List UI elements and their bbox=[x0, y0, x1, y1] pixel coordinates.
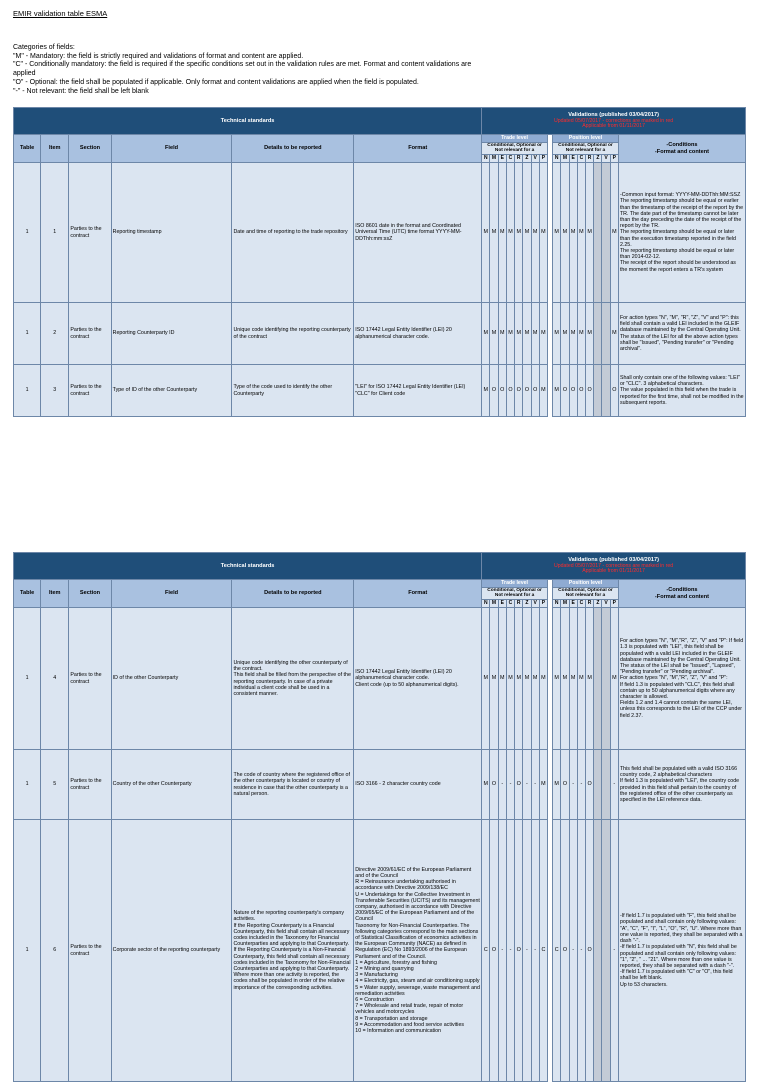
field-column-header: Field bbox=[111, 135, 232, 163]
trade-value-cell: M bbox=[515, 608, 523, 750]
section-cell: Parties to the contract bbox=[69, 608, 111, 750]
position-value-cell: M bbox=[610, 303, 618, 365]
position-value-cell bbox=[594, 303, 602, 365]
trade-action-letter: P bbox=[539, 155, 547, 163]
position-value-cell bbox=[602, 303, 610, 365]
validations-applicable-note: Applicable from 01/11/2017 bbox=[582, 568, 645, 575]
position-action-letter: M bbox=[561, 600, 569, 608]
technical-standards-header: Technical standards bbox=[14, 108, 482, 135]
details-cell: The code of country where the registered office of the other counterparty is located or country of residence in case that the other counterparty is a natural person. bbox=[232, 750, 354, 820]
section-column-header: Section bbox=[69, 135, 111, 163]
position-action-letter: E bbox=[569, 600, 577, 608]
format-cell: Directive 2009/61/EC of the European Parliament and of the Council R = Reinsurance undertaking authorised in accordance with Directive 2009/138/EC U = Undertakings for the Collective Investment in Transferable Securities (UCITS) and its management company, authorised in accordance with Directive 2009/65/EC of the European Parliament and of the Council Taxonomy for Non-Financial Counterparties. The following categories correspond to the main sections of Statistical Classification of economics activities in the European Community (NACE) as defined in Regulation (EC) No 1893/2006 of the European Parliament and of the Council. 1 = Agriculture, forestry and fishing 2 = Mining and quarrying 3 = Manufacturing 4 = Electricity, gas, steam and air conditioning supply 5 = Water supply, sewerage, waste management and remediation activities 6 = Construction 7 = Wholesale and retail trade, repair of motor vehicles and motorcycles 8 = Transportation and storage 9 = Accommodation and food service activities 10 = Information and communication bbox=[354, 820, 482, 1082]
position-action-letter: Z bbox=[594, 155, 602, 163]
table-row bbox=[14, 608, 746, 750]
table-column-header: Table bbox=[14, 135, 41, 163]
table-number-cell: 1 bbox=[14, 163, 41, 303]
conditions-cell: -If field 1.7 is populated with "F", this field shall be populated and shall contain only following values: "A", "C", "F", "I", "L", "O", "R", "U". Where more than one value is reported, they shall be separated with a dash "-". -If field 1.7 is populated with "N", this field shall be populated and shall contain only following values: "1", "2", " ... "21". Where more than one value is reported, they shall be separated with a dash "-". -If field 1.7 is populated with "C" or "O", this field shall be left blank. Up to 53 characters. bbox=[618, 820, 745, 1082]
validations-correction-note: Updated 05/07/2017 - corrections are marked in red bbox=[554, 562, 674, 569]
trade-value-cell: M bbox=[531, 163, 539, 303]
field-cell: Type of ID of the other Counterparty bbox=[111, 365, 232, 417]
details-cell: Nature of the reporting counterparty's company activities. If the Reporting Counterparty is a Financial Counterparty, this field shall contain all necessary codes included in the Taxonomy for Financial Counterparties and applying to that Counterparty. If the Reporting Counterparty is a Non-Financial Counterparty, this field shall contain all necessary codes included in the Taxonomy for Non-Financial Counterparties and applying to that Counterparty. Where more than one activity is reported, the codes shall be populated in order of the relative importance of the corresponding activities. bbox=[232, 820, 354, 1082]
position-action-letter: M bbox=[561, 155, 569, 163]
position-value-cell: M bbox=[610, 608, 618, 750]
section-column-header: Section bbox=[69, 580, 111, 608]
conditions-cell: -Common input format: YYYY-MM-DDThh:MM:SSZ The reporting timestamp should be equal or earlier than the timestamp of the receipt of the report by the TR. The date part of the timestamp cannot be later than the day preceding the date of the receipt of the report by the TR. The reporting timestamp should be equal or later than the execution timestamp reported in the field 2.25. The reporting timestamp should be equal or later than 2014-02-12. The receipt of the report should be understood as the moment the report enters a TR's system bbox=[618, 163, 745, 303]
position-value-cell bbox=[602, 820, 610, 1082]
trade-value-cell: M bbox=[515, 303, 523, 365]
trade-action-letter: Z bbox=[523, 600, 531, 608]
trade-value-cell: O bbox=[515, 750, 523, 820]
format-cell: "LEI" for ISO 17442 Legal Entity Identifier (LEI) "CLC" for Client code bbox=[354, 365, 482, 417]
position-value-cell: M bbox=[577, 303, 585, 365]
conditions-label: -Conditions bbox=[666, 587, 698, 594]
validations-title: Validations (published 03/04/2017) bbox=[568, 112, 659, 119]
trade-value-cell: - bbox=[523, 820, 531, 1082]
trade-value-cell: M bbox=[506, 608, 514, 750]
trade-value-cell: M bbox=[490, 608, 498, 750]
section-cell: Parties to the contract bbox=[69, 820, 111, 1082]
trade-action-letter: M bbox=[490, 155, 498, 163]
field-cell: Reporting timestamp bbox=[111, 163, 232, 303]
trade-value-cell: M bbox=[531, 303, 539, 365]
format-column-header: Format bbox=[354, 135, 482, 163]
position-value-cell: O bbox=[569, 365, 577, 417]
trade-value-cell: C bbox=[482, 820, 490, 1082]
trade-action-letter: R bbox=[515, 155, 523, 163]
item-number-cell: 2 bbox=[41, 303, 69, 365]
table-row bbox=[14, 820, 746, 1082]
position-value-cell: M bbox=[586, 303, 594, 365]
position-value-cell: M bbox=[553, 608, 561, 750]
item-number-cell: 3 bbox=[41, 365, 69, 417]
conditions-column-header bbox=[618, 580, 745, 608]
position-value-cell: O bbox=[586, 820, 594, 1082]
position-value-cell: M bbox=[569, 608, 577, 750]
item-number-cell: 1 bbox=[41, 163, 69, 303]
field-cell: Reporting Counterparty ID bbox=[111, 303, 232, 365]
position-value-cell: M bbox=[553, 303, 561, 365]
validations-header bbox=[482, 108, 746, 135]
table-row bbox=[14, 163, 746, 303]
trade-action-letter: C bbox=[506, 600, 514, 608]
table-row bbox=[14, 365, 746, 417]
trade-value-cell: M bbox=[482, 303, 490, 365]
details-cell: Unique code identifying the reporting counterparty of the contract bbox=[232, 303, 354, 365]
position-action-letter: P bbox=[610, 600, 618, 608]
trade-value-cell: M bbox=[531, 608, 539, 750]
trade-action-letter: C bbox=[506, 155, 514, 163]
position-value-cell: O bbox=[586, 750, 594, 820]
trade-action-letter: V bbox=[531, 600, 539, 608]
trade-level-header: Trade level bbox=[482, 135, 548, 143]
position-value-cell: M bbox=[569, 163, 577, 303]
details-column-header: Details to be reported bbox=[232, 135, 354, 163]
trade-value-cell: M bbox=[498, 303, 506, 365]
position-value-cell: M bbox=[610, 163, 618, 303]
legend-line: Categories of fields: bbox=[13, 44, 75, 51]
position-action-letter: C bbox=[577, 600, 585, 608]
position-value-cell: - bbox=[610, 820, 618, 1082]
position-value-cell: M bbox=[586, 163, 594, 303]
position-value-cell: O bbox=[586, 365, 594, 417]
format-cell: ISO 3166 - 2 character country code bbox=[354, 750, 482, 820]
trade-value-cell: M bbox=[490, 303, 498, 365]
validations-header bbox=[482, 553, 746, 580]
field-categories-legend bbox=[13, 44, 483, 96]
validation-table-2 bbox=[13, 552, 746, 1082]
trade-value-cell: O bbox=[531, 365, 539, 417]
trade-value-cell: - bbox=[506, 820, 514, 1082]
trade-value-cell: O bbox=[490, 365, 498, 417]
table-column-header: Table bbox=[14, 580, 41, 608]
trade-action-letter: N bbox=[482, 155, 490, 163]
table-number-cell: 1 bbox=[14, 750, 41, 820]
table-row bbox=[14, 303, 746, 365]
trade-value-cell: O bbox=[506, 365, 514, 417]
position-value-cell: M bbox=[569, 303, 577, 365]
trade-value-cell: - bbox=[498, 750, 506, 820]
trade-value-cell: M bbox=[515, 163, 523, 303]
trade-value-cell: M bbox=[539, 608, 547, 750]
position-action-letter: E bbox=[569, 155, 577, 163]
trade-value-cell: O bbox=[498, 365, 506, 417]
position-action-letter: V bbox=[602, 600, 610, 608]
trade-value-cell: M bbox=[539, 365, 547, 417]
item-column-header: Item bbox=[41, 580, 69, 608]
trade-value-cell: M bbox=[498, 608, 506, 750]
table-number-cell: 1 bbox=[14, 820, 41, 1082]
legend-line: "M" - Mandatory: the field is strictly required and validations of format and content are applied. bbox=[13, 52, 304, 60]
position-value-cell: - bbox=[569, 820, 577, 1082]
position-value-cell bbox=[594, 608, 602, 750]
format-cell: ISO 17442 Legal Entity Identifier (LEI) 20 alphanumerical character code. bbox=[354, 303, 482, 365]
position-cond-note: Conditional, Optional or Not relevant for a bbox=[553, 588, 619, 600]
position-value-cell bbox=[594, 750, 602, 820]
trade-value-cell: M bbox=[539, 750, 547, 820]
section-cell: Parties to the contract bbox=[69, 303, 111, 365]
position-value-cell: M bbox=[553, 750, 561, 820]
position-value-cell bbox=[594, 365, 602, 417]
trade-value-cell: O bbox=[515, 365, 523, 417]
trade-action-letter: M bbox=[490, 600, 498, 608]
field-cell: ID of the other Counterparty bbox=[111, 608, 232, 750]
item-number-cell: 6 bbox=[41, 820, 69, 1082]
format-cell: ISO 8601 date in the format and Coordinated Universal Time (UTC) time format YYYY-MM-DDThh:mm:ssZ bbox=[354, 163, 482, 303]
trade-value-cell: O bbox=[523, 365, 531, 417]
legend-line: "-" - Not relevant: the field shall be left blank bbox=[13, 87, 149, 95]
details-cell: Unique code identifying the other counterparty of the contract. This field shall be filled from the perspective of the reporting counterparty. In case of a private individual a client code shall be used in a consistent manner. bbox=[232, 608, 354, 750]
position-value-cell: M bbox=[586, 608, 594, 750]
position-value-cell: O bbox=[577, 365, 585, 417]
trade-value-cell: M bbox=[523, 608, 531, 750]
position-action-letter: V bbox=[602, 155, 610, 163]
validations-correction-note: Updated 05/07/2017 - corrections are marked in red bbox=[554, 117, 674, 124]
trade-value-cell: - bbox=[498, 820, 506, 1082]
details-column-header: Details to be reported bbox=[232, 580, 354, 608]
validations-title: Validations (published 03/04/2017) bbox=[568, 557, 659, 564]
section-cell: Parties to the contract bbox=[69, 163, 111, 303]
trade-value-cell: O bbox=[515, 820, 523, 1082]
details-cell: Date and time of reporting to the trade repository bbox=[232, 163, 354, 303]
position-value-cell: - bbox=[610, 750, 618, 820]
field-cell: Corporate sector of the reporting counterparty bbox=[111, 820, 232, 1082]
trade-value-cell: M bbox=[523, 163, 531, 303]
conditions-cell: For action types "N", "M","R", "Z", "V" and "P": If field 1.3 is populated with "LEI", this field shall be populated with a valid LEI included in the GLEIF database maintained by the Central Operating Unit. The status of the LEI shall be "Issued", "Lapsed", "Pending transfer" or "Pending archival". For action types "N", "M","R", "Z", "V" and "P": If field 1.3 is populated with "CLC", this field shall contain up to 50 alphanumerical digits where any character is allowed. Fields 1.2 and 1.4 cannot contain the same LEI, unless this corresponds to the LEI of the CCP under field 2.37. bbox=[618, 608, 745, 750]
section-cell: Parties to the contract bbox=[69, 365, 111, 417]
trade-value-cell: - bbox=[523, 750, 531, 820]
position-value-cell: O bbox=[610, 365, 618, 417]
position-action-letter: P bbox=[610, 155, 618, 163]
trade-value-cell: C bbox=[539, 820, 547, 1082]
trade-value-cell: M bbox=[482, 750, 490, 820]
format-column-header: Format bbox=[354, 580, 482, 608]
table-number-cell: 1 bbox=[14, 608, 41, 750]
details-cell: Type of the code used to identify the other Counterparty bbox=[232, 365, 354, 417]
trade-action-letter: R bbox=[515, 600, 523, 608]
position-value-cell bbox=[602, 750, 610, 820]
conditions-column-header bbox=[618, 135, 745, 163]
trade-action-letter: V bbox=[531, 155, 539, 163]
trade-action-letter: N bbox=[482, 600, 490, 608]
position-value-cell: M bbox=[553, 365, 561, 417]
section-cell: Parties to the contract bbox=[69, 750, 111, 820]
position-value-cell: M bbox=[577, 163, 585, 303]
position-value-cell: C bbox=[553, 820, 561, 1082]
position-action-letter: N bbox=[553, 155, 561, 163]
conditions-cell: Shall only contain one of the following values: "LEI" or "CLC". 3 alphabetical characters. The value populated in this field when the trade is reported for the first time, shall not be modified in the subsequent reports. bbox=[618, 365, 745, 417]
trade-value-cell: - bbox=[531, 820, 539, 1082]
position-level-header: Position level bbox=[553, 135, 619, 143]
trade-value-cell: M bbox=[506, 163, 514, 303]
item-column-header: Item bbox=[41, 135, 69, 163]
position-action-letter: R bbox=[586, 600, 594, 608]
conditions-cell: This field shall be populated with a valid ISO 3166 country code, 2 alphabetical characters If field 1.3 is populated with "LEI", the country code provided in this field shall pertain to the country of the registered office of the other counterparty as specified in the LEI reference data. bbox=[618, 750, 745, 820]
trade-value-cell: M bbox=[498, 163, 506, 303]
position-value-cell: - bbox=[577, 820, 585, 1082]
position-value-cell bbox=[602, 608, 610, 750]
position-value-cell: O bbox=[561, 750, 569, 820]
format-cell: ISO 17442 Legal Entity Identifier (LEI) 20 alphanumerical character code. Client code (up to 50 alphanumerical digits). bbox=[354, 608, 482, 750]
trade-value-cell: O bbox=[490, 820, 498, 1082]
trade-value-cell: - bbox=[531, 750, 539, 820]
trade-action-letter: P bbox=[539, 600, 547, 608]
format-content-label: -Format and content bbox=[654, 593, 709, 600]
trade-cond-note: Conditional, Optional or Not relevant for a bbox=[482, 143, 548, 155]
validation-table-1 bbox=[13, 107, 746, 417]
trade-value-cell: O bbox=[490, 750, 498, 820]
position-value-cell bbox=[594, 163, 602, 303]
table-number-cell: 1 bbox=[14, 303, 41, 365]
position-value-cell: M bbox=[561, 163, 569, 303]
trade-level-header: Trade level bbox=[482, 580, 548, 588]
trade-value-cell: M bbox=[482, 365, 490, 417]
item-number-cell: 5 bbox=[41, 750, 69, 820]
conditions-label: -Conditions bbox=[666, 142, 698, 149]
position-value-cell: O bbox=[561, 365, 569, 417]
trade-action-letter: E bbox=[498, 155, 506, 163]
validations-applicable-note: Applicable from 01/11/2017 bbox=[582, 123, 645, 130]
table-number-cell: 1 bbox=[14, 365, 41, 417]
legend-line: "C" - Conditionally mandatory: the field is required if the specific conditions set out in the validation rules are met. Format and content validations are applied bbox=[13, 61, 474, 78]
trade-value-cell: M bbox=[523, 303, 531, 365]
position-cond-note: Conditional, Optional or Not relevant for a bbox=[553, 143, 619, 155]
item-number-cell: 4 bbox=[41, 608, 69, 750]
position-value-cell: M bbox=[561, 303, 569, 365]
position-value-cell: O bbox=[561, 820, 569, 1082]
legend-line: "O" - Optional: the field shall be populated if applicable. Only format and content validations are applied when the field is populated. bbox=[13, 78, 419, 86]
trade-cond-note: Conditional, Optional or Not relevant for a bbox=[482, 588, 548, 600]
position-value-cell: M bbox=[561, 608, 569, 750]
trade-value-cell: M bbox=[506, 303, 514, 365]
position-value-cell: - bbox=[569, 750, 577, 820]
conditions-cell: For action types "N", "M", "R", "Z", "V" and "P": this field shall contain a valid LEI included in the GLEIF database maintained by the Central Operating Unit. The status of the LEI for all the above action types shall be "Issued", "Pending transfer" or "Pending archival". bbox=[618, 303, 745, 365]
trade-action-letter: Z bbox=[523, 155, 531, 163]
position-value-cell: M bbox=[553, 163, 561, 303]
trade-value-cell: M bbox=[482, 608, 490, 750]
position-action-letter: R bbox=[586, 155, 594, 163]
position-value-cell bbox=[602, 163, 610, 303]
table-row bbox=[14, 750, 746, 820]
position-value-cell: - bbox=[577, 750, 585, 820]
trade-value-cell: M bbox=[539, 163, 547, 303]
trade-value-cell: M bbox=[482, 163, 490, 303]
trade-value-cell: M bbox=[490, 163, 498, 303]
field-cell: Country of the other Counterparty bbox=[111, 750, 232, 820]
trade-value-cell: - bbox=[506, 750, 514, 820]
field-column-header: Field bbox=[111, 580, 232, 608]
position-value-cell bbox=[602, 365, 610, 417]
format-content-label: -Format and content bbox=[654, 148, 709, 155]
position-value-cell: M bbox=[577, 608, 585, 750]
position-value-cell bbox=[594, 820, 602, 1082]
position-action-letter: Z bbox=[594, 600, 602, 608]
technical-standards-header: Technical standards bbox=[14, 553, 482, 580]
position-action-letter: C bbox=[577, 155, 585, 163]
position-level-header: Position level bbox=[553, 580, 619, 588]
position-action-letter: N bbox=[553, 600, 561, 608]
trade-action-letter: E bbox=[498, 600, 506, 608]
document-title: EMIR validation table ESMA bbox=[13, 9, 108, 18]
trade-value-cell: M bbox=[539, 303, 547, 365]
